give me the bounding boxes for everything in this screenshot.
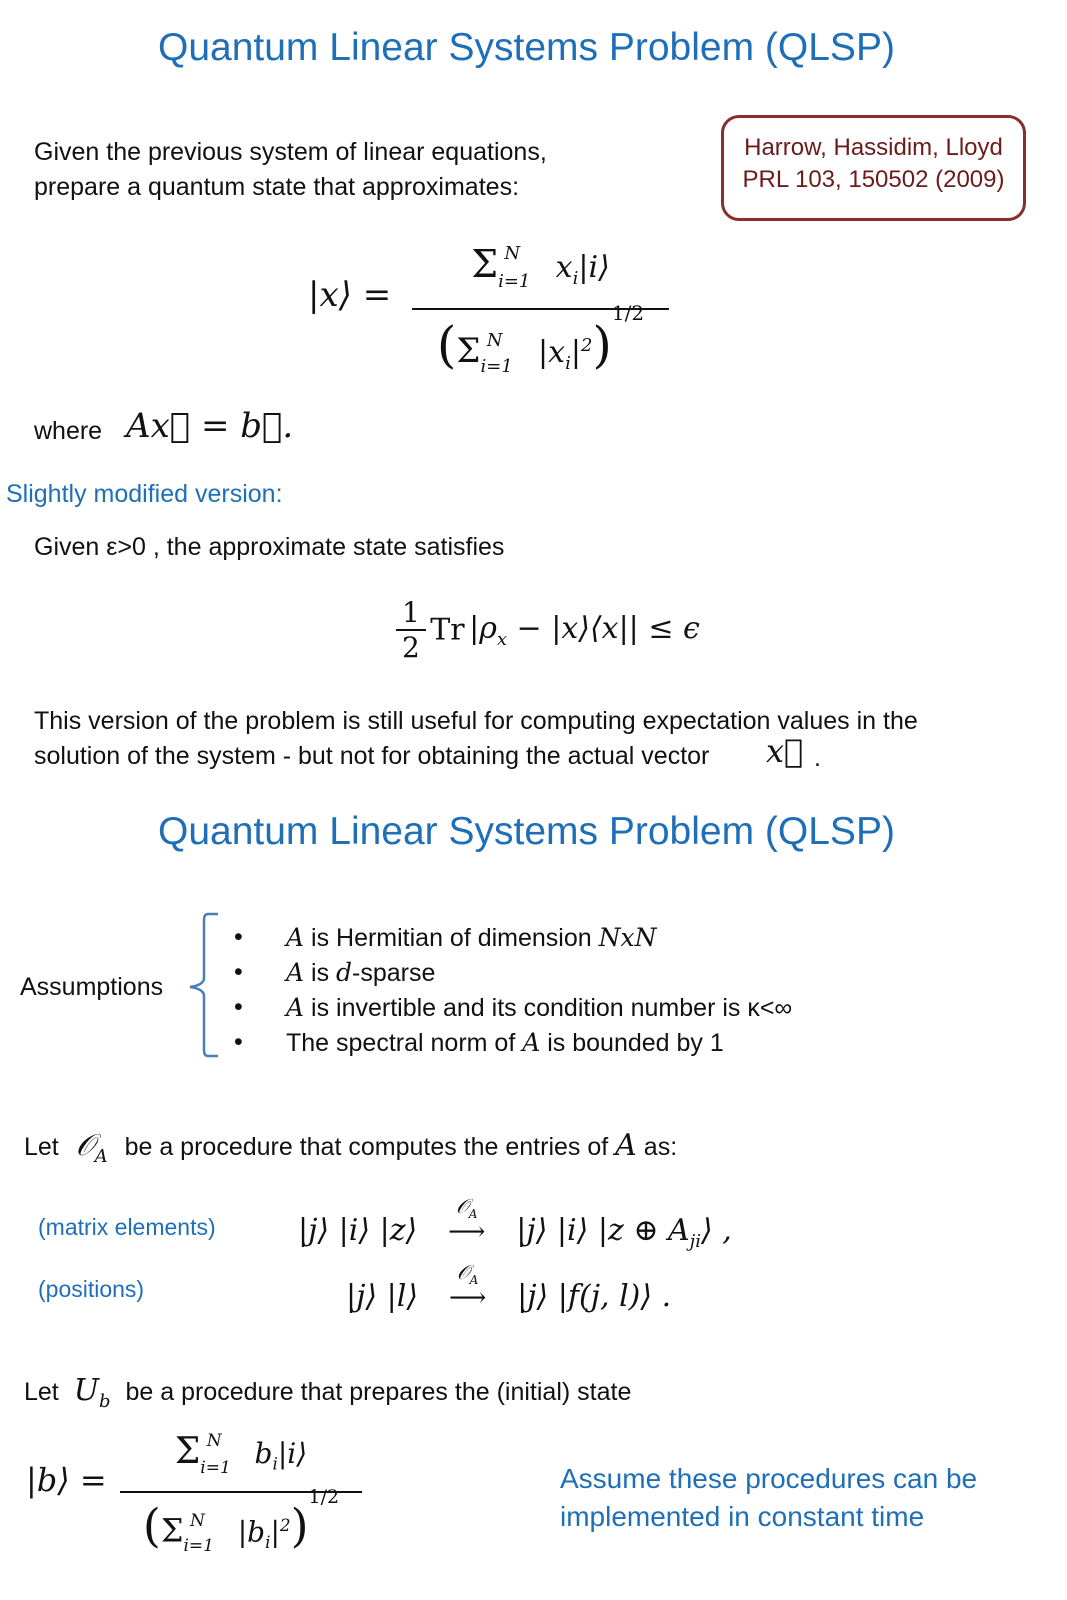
let-ub-suffix: be a procedure that prepares the (initial) state [125,1378,632,1406]
let-oa-suffix: be a procedure that computes the entries of [124,1133,609,1161]
constant-time-line-1: Assume these procedures can be [560,1463,978,1494]
intro-line-1: Given the previous system of linear equations, [34,138,547,166]
matrix-elements-label: (matrix elements) [38,1214,216,1240]
modified-heading: Slightly modified version: [6,480,283,508]
oracle-matrix-equation: |j⟩ |i⟩ |z⟩ 𝒪$_A$ ⟶ |j⟩ |i⟩ |z ⊕ $A_{ji}⟩$ , [298,1194,732,1252]
intro-line-2: prepare a quantum state that approximates: [34,173,520,201]
state-b-equation: |b⟩ = $\Sigma_{i=1}^N$ $b_i|i⟩$ ($\Sigma_{i=1}^N$ $|b_i|^2)^{1/2}$ [26,1425,366,1565]
useful-line-1: This version of the problem is still useful for computing expectation values in the [34,707,918,735]
ax-equals-b: Ax⃗ = b⃗. [126,406,294,446]
useful-line-2: solution of the system - but not for obtaining the actual vector [34,742,710,770]
let-oa-line: Let 𝒪$_A$ be a procedure that computes the entries of A as: [24,1128,678,1167]
slide1-title: Quantum Linear Systems Problem (QLSP) [158,26,895,69]
assumption-item: • A is invertible and its condition number is κ<∞ [226,990,792,1025]
state-x-equation: |x⟩ = $\Sigma_{i=1}^N$ $x_i|i⟩$ ($\Sigma_{i=1}^N$ $|x_i|^2)^{1/2}$ [308,235,688,380]
reference-line-1: Harrow, Hassidim, Lloyd [744,134,1003,161]
given-epsilon-text: Given ε>0 , the approximate state satisfies [34,533,505,561]
vector-x-symbol: x⃗ [766,732,804,770]
let-oa-end: as: [643,1133,678,1161]
slide2-title: Quantum Linear Systems Problem (QLSP) [158,810,895,853]
reference-line-2: PRL 103, 150502 (2009) [742,166,1005,193]
oracle-position-equation: |j⟩ |l⟩ 𝒪$_A$ ⟶ |j⟩ |f(j, l)⟩ . [346,1260,672,1314]
assumptions-brace [186,912,226,1058]
let-oa-prefix: Let [24,1133,59,1161]
trace-distance-equation: $\frac{1}{2}$ Tr $|\rho_x$ − |x⟩⟨x|| ≤ ϵ [396,596,700,664]
constant-time-note [560,1460,977,1536]
assumption-item: • A is d-sparse [226,955,792,990]
let-ub-line: Let $U_b$ be a procedure that prepares the (initial) state [24,1373,632,1412]
reference-box [721,115,1026,221]
assumption-item: • A is Hermitian of dimension NxN [226,920,792,955]
assumptions-label: Assumptions [20,973,164,1001]
positions-label: (positions) [38,1276,145,1302]
assumptions-list [226,920,792,1060]
let-ub-prefix: Let [24,1378,59,1406]
where-label: where [34,417,103,445]
period: . [814,744,821,772]
constant-time-line-2: implemented in constant time [560,1501,925,1532]
assumption-item: • The spectral norm of A is bounded by 1 [226,1025,792,1060]
